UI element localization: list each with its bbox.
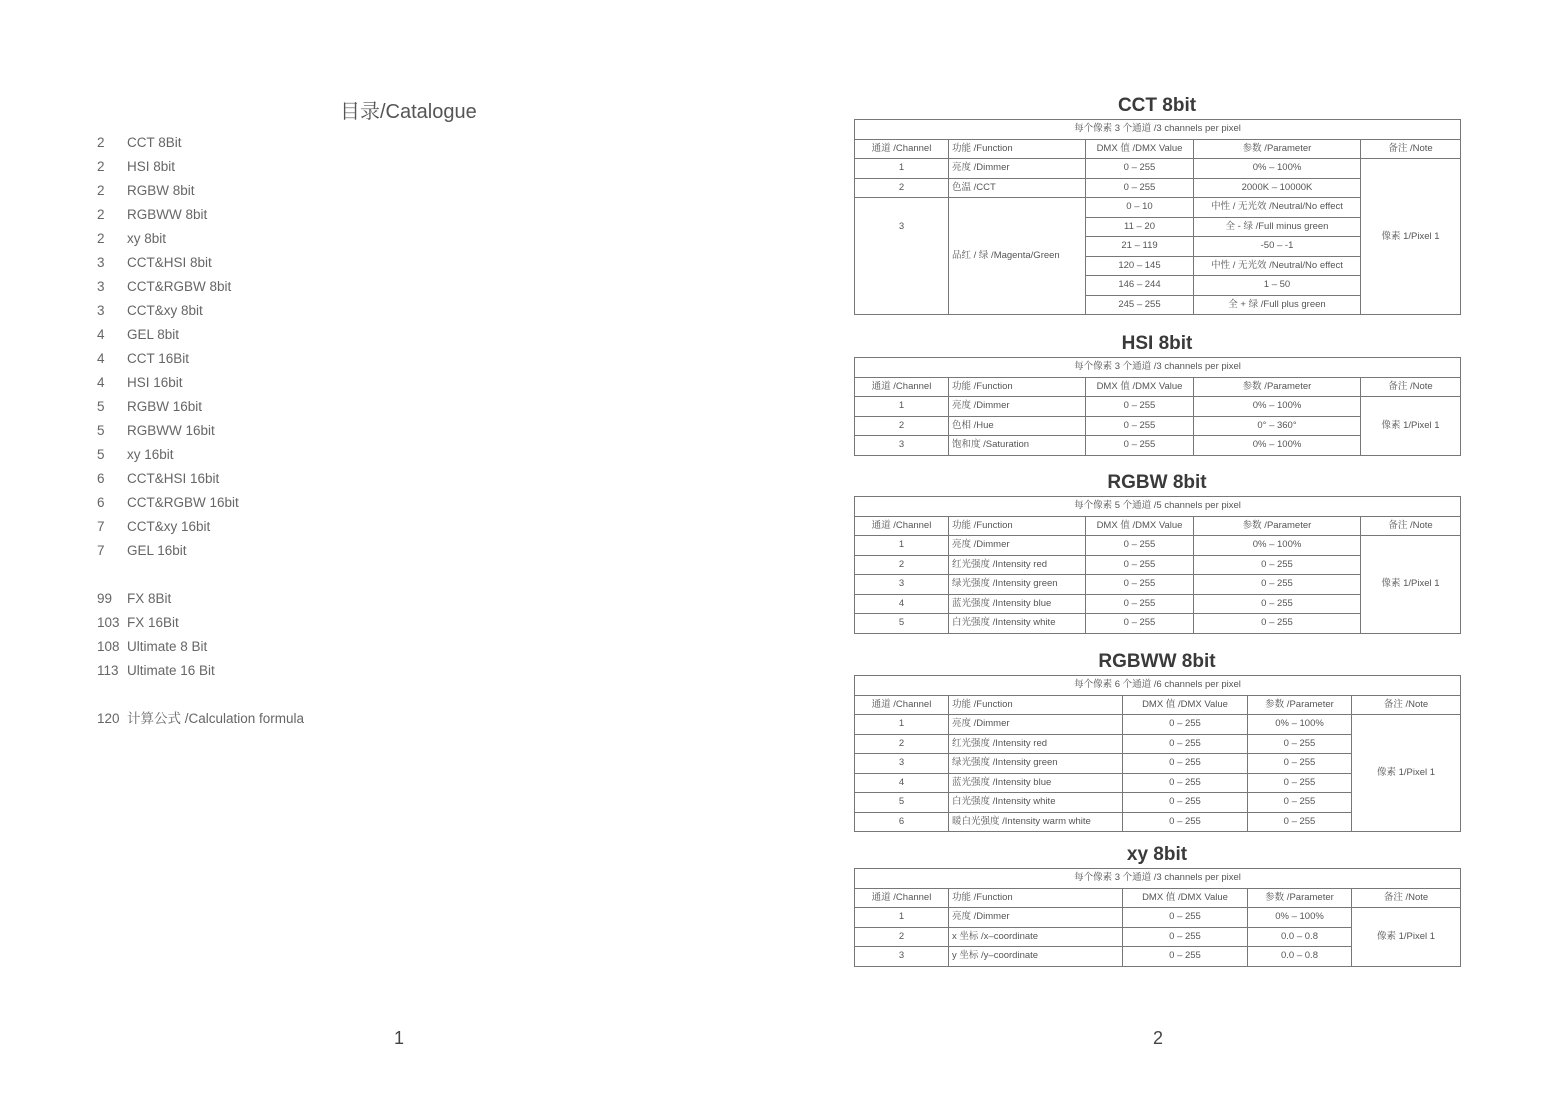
xy-8bit-section: [854, 842, 1460, 967]
table-caption: 每个像素 6 个通道 /6 channels per pixel: [855, 676, 1461, 696]
cell-dmx-value: 0 – 255: [1123, 754, 1248, 774]
toc-entry[interactable]: [97, 443, 304, 467]
cell-function: 蓝光强度 /Intensity blue: [949, 594, 1086, 614]
toc-page-number: 5: [97, 423, 105, 438]
cell-dmx-value: 0 – 255: [1086, 436, 1194, 456]
toc-page-number: 3: [97, 303, 105, 318]
cell-dmx-value: 0 – 255: [1086, 178, 1194, 198]
cell-dmx-value: 0 – 255: [1123, 715, 1248, 735]
toc-label: HSI 8bit: [127, 159, 176, 174]
header-parameter: 参数 /Parameter: [1194, 516, 1361, 536]
toc-spacer: [97, 563, 304, 587]
toc-page-number: 103: [97, 615, 120, 630]
cell-parameter: 0% – 100%: [1248, 908, 1352, 928]
cell-channel: 1: [855, 908, 949, 928]
cell-channel: 2: [855, 555, 949, 575]
cell-parameter: 0 – 255: [1248, 793, 1352, 813]
cell-parameter: 0 – 255: [1194, 575, 1361, 595]
cell-function: y 坐标 /y–coordinate: [949, 947, 1123, 967]
toc-page-number: 4: [97, 327, 105, 342]
toc-entry[interactable]: [97, 395, 304, 419]
toc-entry[interactable]: [97, 251, 304, 275]
cell-dmx-value: 0 – 10: [1086, 198, 1194, 218]
cell-function: 亮度 /Dimmer: [949, 536, 1086, 556]
cell-channel: 2: [855, 734, 949, 754]
cell-dmx-value: 0 – 255: [1123, 773, 1248, 793]
toc-entry[interactable]: [97, 419, 304, 443]
cell-dmx-value: 0 – 255: [1086, 575, 1194, 595]
header-note: 备注 /Note: [1361, 516, 1461, 536]
cell-channel: 1: [855, 159, 949, 179]
toc-label: RGBWW 8bit: [127, 207, 208, 222]
table-row: [855, 397, 1461, 417]
toc-page-number: 4: [97, 375, 105, 390]
header-parameter: 参数 /Parameter: [1194, 377, 1361, 397]
toc-page-number: 2: [97, 135, 105, 150]
toc-entry[interactable]: [97, 707, 304, 731]
cell-function: 白光强度 /Intensity white: [949, 793, 1123, 813]
cell-parameter: 0% – 100%: [1194, 536, 1361, 556]
cell-note: 像素 1/Pixel 1: [1361, 536, 1461, 634]
toc-label: CCT 16Bit: [127, 351, 190, 366]
toc-entry[interactable]: [97, 491, 304, 515]
header-channel: 通道 /Channel: [855, 516, 949, 536]
rgbw-8bit-section: [854, 470, 1460, 634]
header-dmx-value: DMX 值 /DMX Value: [1086, 377, 1194, 397]
cell-dmx-value: 120 – 145: [1086, 256, 1194, 276]
cell-parameter: 中性 / 无光效 /Neutral/No effect: [1194, 256, 1361, 276]
header-dmx-value: DMX 值 /DMX Value: [1086, 139, 1194, 159]
toc-label: xy 8bit: [127, 231, 167, 246]
table-caption: 每个像素 3 个通道 /3 channels per pixel: [855, 869, 1461, 889]
cell-parameter: 2000K – 10000K: [1194, 178, 1361, 198]
hsi-8bit-table: [854, 357, 1461, 456]
cell-parameter: 0 – 255: [1248, 812, 1352, 832]
header-function: 功能 /Function: [949, 377, 1086, 397]
cell-parameter: 全 - 绿 /Full minus green: [1194, 217, 1361, 237]
section-title: HSI 8bit: [1121, 333, 1193, 354]
cell-note: 像素 1/Pixel 1: [1361, 159, 1461, 315]
cct-8bit-table: [854, 119, 1461, 315]
toc-page-number: 3: [97, 255, 105, 270]
toc-entry[interactable]: [97, 635, 304, 659]
cell-dmx-value: 146 – 244: [1086, 276, 1194, 296]
toc-label: CCT&HSI 8bit: [127, 255, 212, 270]
header-note: 备注 /Note: [1352, 695, 1461, 715]
cell-note: 像素 1/Pixel 1: [1352, 908, 1461, 967]
toc-entry[interactable]: [97, 203, 304, 227]
hsi-8bit-section: [854, 331, 1460, 456]
xy-8bit-table: [854, 868, 1461, 967]
toc-page-number: 2: [97, 159, 105, 174]
toc-page-number: 3: [97, 279, 105, 294]
cell-parameter: 0% – 100%: [1194, 397, 1361, 417]
section-title: RGBWW 8bit: [1098, 651, 1216, 672]
header-parameter: 参数 /Parameter: [1248, 695, 1352, 715]
cell-channel: 6: [855, 812, 949, 832]
cell-channel: 3: [855, 754, 949, 774]
toc-page-number: 99: [97, 591, 113, 606]
cell-function: 色相 /Hue: [949, 416, 1086, 436]
toc-label: GEL 16bit: [127, 543, 187, 558]
cell-dmx-value: 11 – 20: [1086, 217, 1194, 237]
toc-entry[interactable]: [97, 275, 304, 299]
rgbww-8bit-table: [854, 675, 1461, 832]
header-parameter: 参数 /Parameter: [1248, 888, 1352, 908]
toc-label: CCT 8Bit: [127, 135, 182, 150]
toc-entry[interactable]: [97, 659, 304, 683]
cell-function: 红光强度 /Intensity red: [949, 555, 1086, 575]
cell-channel: 3: [855, 198, 949, 315]
rgbww-8bit-section: [854, 649, 1460, 832]
toc-page-number: 2: [97, 207, 105, 222]
cell-parameter: 0 – 255: [1248, 734, 1352, 754]
cell-parameter: 0 – 255: [1248, 754, 1352, 774]
cell-function: 色温 /CCT: [949, 178, 1086, 198]
header-channel: 通道 /Channel: [855, 139, 949, 159]
toc-label: CCT&xy 8bit: [127, 303, 203, 318]
cell-channel: 3: [855, 436, 949, 456]
cell-channel: 1: [855, 715, 949, 735]
cell-channel: 3: [855, 575, 949, 595]
cell-function: 绿光强度 /Intensity green: [949, 754, 1123, 774]
toc-label: Ultimate 16 Bit: [127, 663, 215, 678]
cell-dmx-value: 245 – 255: [1086, 295, 1194, 315]
cell-channel: 2: [855, 178, 949, 198]
cell-dmx-value: 0 – 255: [1123, 908, 1248, 928]
cell-note: 像素 1/Pixel 1: [1361, 397, 1461, 456]
toc-label: RGBW 8bit: [127, 183, 195, 198]
toc-entry[interactable]: [97, 299, 304, 323]
cell-dmx-value: 0 – 255: [1086, 397, 1194, 417]
header-dmx-value: DMX 值 /DMX Value: [1123, 888, 1248, 908]
header-channel: 通道 /Channel: [855, 695, 949, 715]
toc-label: CCT&HSI 16bit: [127, 471, 220, 486]
toc-entry[interactable]: [97, 179, 304, 203]
section-title: xy 8bit: [1126, 844, 1188, 865]
section-title: RGBW 8bit: [1107, 472, 1207, 493]
cell-function: 品红 / 绿 /Magenta/Green: [949, 198, 1086, 315]
toc-entry[interactable]: [97, 371, 304, 395]
cell-parameter: 0% – 100%: [1194, 159, 1361, 179]
cell-parameter: 0 – 255: [1194, 555, 1361, 575]
header-note: 备注 /Note: [1361, 377, 1461, 397]
cell-function: 白光强度 /Intensity white: [949, 614, 1086, 634]
cell-channel: 5: [855, 614, 949, 634]
header-function: 功能 /Function: [949, 516, 1086, 536]
table-row: [855, 536, 1461, 556]
toc-page-number: 113: [97, 663, 119, 678]
toc-label: 计算公式 /Calculation formula: [127, 711, 305, 726]
spec-page: [780, 0, 1557, 1104]
toc-entry[interactable]: [97, 467, 304, 491]
table-row: [855, 908, 1461, 928]
cell-channel: 1: [855, 536, 949, 556]
toc-label: Ultimate 8 Bit: [127, 639, 208, 654]
toc-page-number: 5: [97, 399, 105, 414]
table-caption: 每个像素 3 个通道 /3 channels per pixel: [855, 358, 1461, 378]
cell-parameter: 0° – 360°: [1194, 416, 1361, 436]
cell-dmx-value: 21 – 119: [1086, 237, 1194, 257]
rgbw-8bit-table: [854, 496, 1461, 634]
cell-dmx-value: 0 – 255: [1123, 734, 1248, 754]
toc-label: HSI 16bit: [127, 375, 183, 390]
cell-dmx-value: 0 – 255: [1086, 594, 1194, 614]
toc-entry[interactable]: [97, 611, 304, 635]
header-note: 备注 /Note: [1361, 139, 1461, 159]
cell-dmx-value: 0 – 255: [1086, 536, 1194, 556]
cell-parameter: 中性 / 无光效 /Neutral/No effect: [1194, 198, 1361, 218]
toc-page-number: 108: [97, 639, 120, 654]
toc-page-number: 6: [97, 495, 105, 510]
toc-label: GEL 8bit: [127, 327, 180, 342]
header-function: 功能 /Function: [949, 888, 1123, 908]
cell-channel: 4: [855, 773, 949, 793]
toc-entry[interactable]: [97, 227, 304, 251]
cell-channel: 3: [855, 947, 949, 967]
cell-note: 像素 1/Pixel 1: [1352, 715, 1461, 832]
cell-dmx-value: 0 – 255: [1086, 555, 1194, 575]
toc-page-number: 5: [97, 447, 105, 462]
toc-label: RGBW 16bit: [127, 399, 203, 414]
toc-page-number: 7: [97, 543, 105, 558]
cell-parameter: 全 + 绿 /Full plus green: [1194, 295, 1361, 315]
cell-dmx-value: 0 – 255: [1123, 793, 1248, 813]
section-title: CCT 8bit: [1117, 95, 1197, 116]
page-number: 2: [1153, 1028, 1164, 1048]
toc-entry[interactable]: [97, 515, 304, 539]
cell-channel: 5: [855, 793, 949, 813]
cell-function: 饱和度 /Saturation: [949, 436, 1086, 456]
cell-channel: 2: [855, 927, 949, 947]
cell-parameter: 0 – 255: [1194, 614, 1361, 634]
cct-8bit-section: [854, 93, 1460, 315]
header-note: 备注 /Note: [1352, 888, 1461, 908]
cell-parameter: 0.0 – 0.8: [1248, 947, 1352, 967]
toc-label: RGBWW 16bit: [127, 423, 215, 438]
catalogue-title: 目录/Catalogue: [340, 101, 477, 123]
cell-dmx-value: 0 – 255: [1086, 614, 1194, 634]
table-of-contents: [97, 131, 304, 731]
cell-function: 亮度 /Dimmer: [949, 397, 1086, 417]
cell-parameter: 0% – 100%: [1194, 436, 1361, 456]
cell-dmx-value: 0 – 255: [1123, 927, 1248, 947]
header-function: 功能 /Function: [949, 695, 1123, 715]
cell-channel: 4: [855, 594, 949, 614]
cell-parameter: -50 – -1: [1194, 237, 1361, 257]
page-number: 1: [394, 1028, 405, 1048]
table-row: [855, 715, 1461, 735]
toc-label: CCT&xy 16bit: [127, 519, 211, 534]
header-function: 功能 /Function: [949, 139, 1086, 159]
table-caption: 每个像素 5 个通道 /5 channels per pixel: [855, 497, 1461, 517]
toc-label: FX 8Bit: [127, 591, 172, 606]
toc-page-number: 2: [97, 231, 105, 246]
cell-function: 蓝光强度 /Intensity blue: [949, 773, 1123, 793]
cell-parameter: 0% – 100%: [1248, 715, 1352, 735]
toc-page-number: 120: [97, 711, 120, 726]
toc-page-number: 7: [97, 519, 105, 534]
cell-function: x 坐标 /x–coordinate: [949, 927, 1123, 947]
toc-entry[interactable]: [97, 155, 304, 179]
cell-parameter: 1 – 50: [1194, 276, 1361, 296]
cell-parameter: 0 – 255: [1248, 773, 1352, 793]
cell-dmx-value: 0 – 255: [1086, 416, 1194, 436]
cell-function: 绿光强度 /Intensity green: [949, 575, 1086, 595]
table-caption: 每个像素 3 个通道 /3 channels per pixel: [855, 120, 1461, 140]
header-channel: 通道 /Channel: [855, 888, 949, 908]
toc-label: CCT&RGBW 8bit: [127, 279, 232, 294]
cell-dmx-value: 0 – 255: [1086, 159, 1194, 179]
cell-dmx-value: 0 – 255: [1123, 812, 1248, 832]
toc-entry[interactable]: [97, 347, 304, 371]
header-dmx-value: DMX 值 /DMX Value: [1086, 516, 1194, 536]
cell-parameter: 0.0 – 0.8: [1248, 927, 1352, 947]
toc-label: CCT&RGBW 16bit: [127, 495, 239, 510]
header-parameter: 参数 /Parameter: [1194, 139, 1361, 159]
toc-entry[interactable]: [97, 323, 304, 347]
toc-spacer: [97, 683, 304, 707]
cell-parameter: 0 – 255: [1194, 594, 1361, 614]
toc-entry[interactable]: [97, 131, 304, 155]
toc-page-number: 4: [97, 351, 105, 366]
cell-channel: 1: [855, 397, 949, 417]
toc-label: FX 16Bit: [127, 615, 179, 630]
toc-page-number: 2: [97, 183, 105, 198]
cell-dmx-value: 0 – 255: [1123, 947, 1248, 967]
cell-function: 亮度 /Dimmer: [949, 159, 1086, 179]
toc-entry[interactable]: [97, 539, 304, 563]
cell-function: 红光强度 /Intensity red: [949, 734, 1123, 754]
toc-entry[interactable]: [97, 587, 304, 611]
header-channel: 通道 /Channel: [855, 377, 949, 397]
header-dmx-value: DMX 值 /DMX Value: [1123, 695, 1248, 715]
cell-function: 亮度 /Dimmer: [949, 908, 1123, 928]
cell-function: 暖白光强度 /Intensity warm white: [949, 812, 1123, 832]
cell-channel: 2: [855, 416, 949, 436]
cell-function: 亮度 /Dimmer: [949, 715, 1123, 735]
toc-label: xy 16bit: [127, 447, 174, 462]
toc-page-number: 6: [97, 471, 105, 486]
